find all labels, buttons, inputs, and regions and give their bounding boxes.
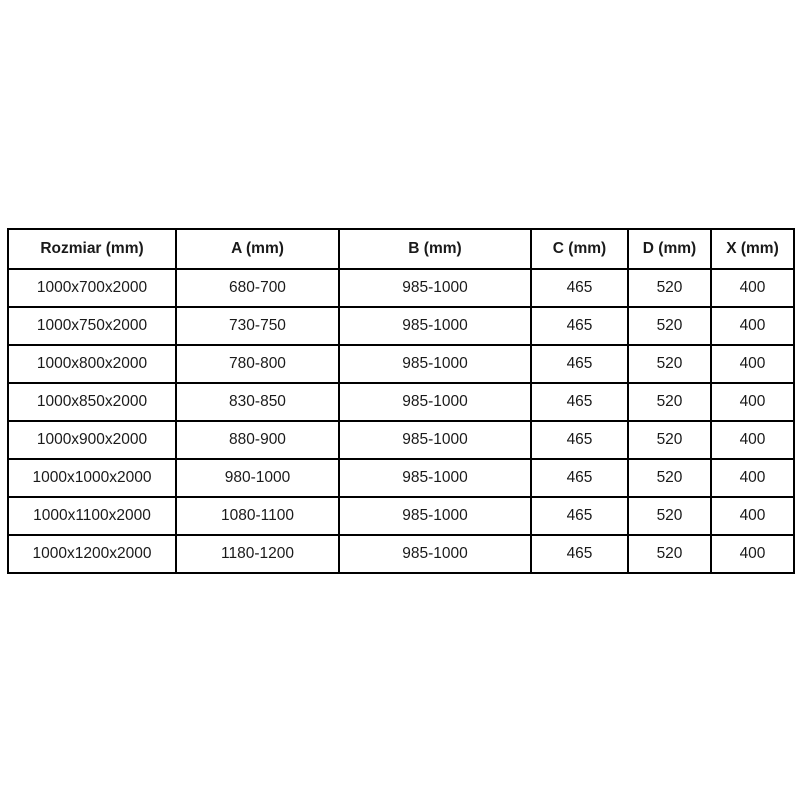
header-cell: B (mm) bbox=[339, 229, 531, 269]
table-cell: 520 bbox=[628, 535, 711, 573]
table-cell: 780-800 bbox=[176, 345, 339, 383]
table-cell: 1000x1200x2000 bbox=[8, 535, 176, 573]
table-cell: 465 bbox=[531, 383, 628, 421]
table-cell: 520 bbox=[628, 497, 711, 535]
table-cell: 400 bbox=[711, 307, 794, 345]
table-cell: 1000x1000x2000 bbox=[8, 459, 176, 497]
table-cell: 465 bbox=[531, 269, 628, 307]
table-cell: 985-1000 bbox=[339, 269, 531, 307]
table-row bbox=[8, 345, 794, 383]
table-cell: 465 bbox=[531, 345, 628, 383]
table-cell: 985-1000 bbox=[339, 459, 531, 497]
table-row bbox=[8, 269, 794, 307]
table-cell: 1000x800x2000 bbox=[8, 345, 176, 383]
table-cell: 985-1000 bbox=[339, 345, 531, 383]
table-cell: 520 bbox=[628, 345, 711, 383]
table-cell: 985-1000 bbox=[339, 421, 531, 459]
table-cell: 1000x1100x2000 bbox=[8, 497, 176, 535]
table-cell: 400 bbox=[711, 345, 794, 383]
size-spec-table bbox=[7, 228, 795, 574]
table-cell: 1000x900x2000 bbox=[8, 421, 176, 459]
table-row bbox=[8, 535, 794, 573]
table-cell: 400 bbox=[711, 383, 794, 421]
table-cell: 400 bbox=[711, 497, 794, 535]
table-cell: 985-1000 bbox=[339, 383, 531, 421]
table-cell: 985-1000 bbox=[339, 307, 531, 345]
table-cell: 985-1000 bbox=[339, 497, 531, 535]
table-cell: 520 bbox=[628, 459, 711, 497]
table-cell: 520 bbox=[628, 307, 711, 345]
header-cell: A (mm) bbox=[176, 229, 339, 269]
table-cell: 1000x700x2000 bbox=[8, 269, 176, 307]
table-cell: 465 bbox=[531, 459, 628, 497]
table-cell: 985-1000 bbox=[339, 535, 531, 573]
table-cell: 520 bbox=[628, 269, 711, 307]
table-cell: 465 bbox=[531, 535, 628, 573]
table-row bbox=[8, 421, 794, 459]
table-cell: 980-1000 bbox=[176, 459, 339, 497]
table-row bbox=[8, 307, 794, 345]
table-cell: 830-850 bbox=[176, 383, 339, 421]
table-cell: 400 bbox=[711, 535, 794, 573]
header-cell: C (mm) bbox=[531, 229, 628, 269]
table-cell: 400 bbox=[711, 269, 794, 307]
table-cell: 465 bbox=[531, 421, 628, 459]
table-cell: 1080-1100 bbox=[176, 497, 339, 535]
header-cell: D (mm) bbox=[628, 229, 711, 269]
table-cell: 465 bbox=[531, 497, 628, 535]
table-cell: 465 bbox=[531, 307, 628, 345]
table-cell: 1000x750x2000 bbox=[8, 307, 176, 345]
table-cell: 520 bbox=[628, 383, 711, 421]
header-cell: Rozmiar (mm) bbox=[8, 229, 176, 269]
table-cell: 1180-1200 bbox=[176, 535, 339, 573]
table-cell: 880-900 bbox=[176, 421, 339, 459]
table-cell: 1000x850x2000 bbox=[8, 383, 176, 421]
header-cell: X (mm) bbox=[711, 229, 794, 269]
table-cell: 400 bbox=[711, 421, 794, 459]
table-cell: 680-700 bbox=[176, 269, 339, 307]
table-cell: 730-750 bbox=[176, 307, 339, 345]
table-body bbox=[8, 269, 794, 573]
header-row bbox=[8, 229, 794, 269]
table-row bbox=[8, 383, 794, 421]
table-row bbox=[8, 497, 794, 535]
table-cell: 400 bbox=[711, 459, 794, 497]
table-cell: 520 bbox=[628, 421, 711, 459]
table-row bbox=[8, 459, 794, 497]
